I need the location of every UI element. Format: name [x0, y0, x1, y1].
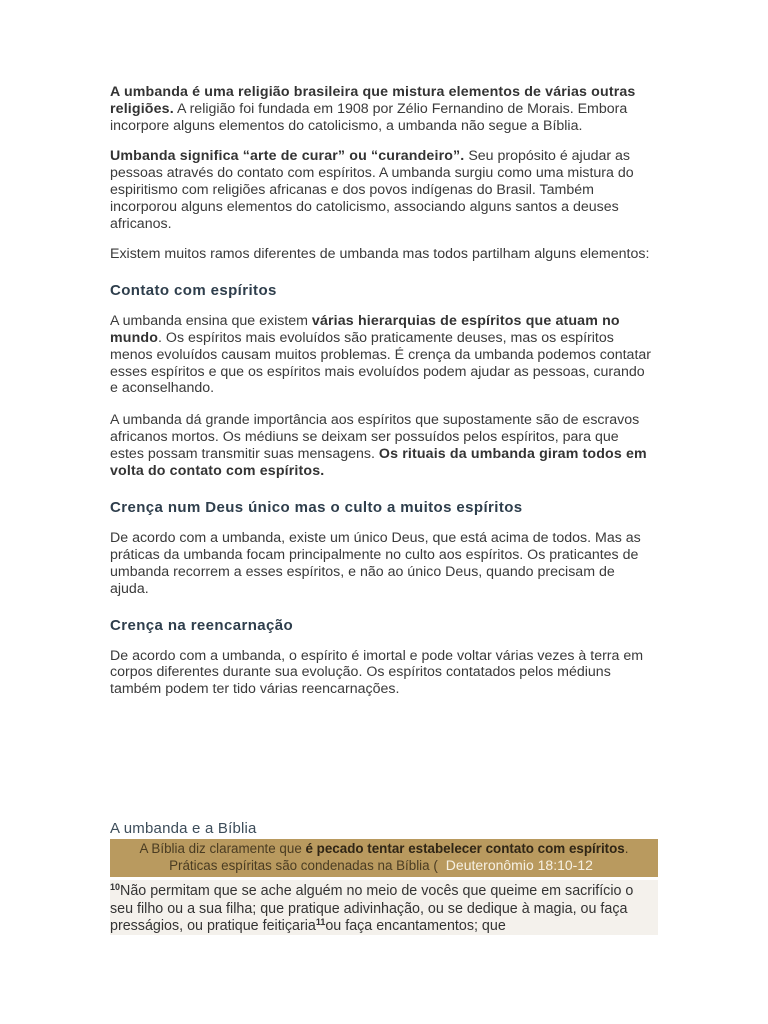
crenca-deus-paragraph: De acordo com a umbanda, existe um único Deus, que está acima de todos. Mas as práticas da umbanda focam principalmente no culto aos espíritos. Os praticantes de umbanda recorrem a esses espíritos, e não ao único Deus, quando precisam de ajuda.: [110, 530, 641, 597]
contato-paragraph-2: [110, 412, 655, 479]
intro-paragraph-2-text: Seu propósito é ajudar as pessoas através do contato com espíritos. A umbanda surgiu como uma mistura do espiritismo com religiões africanas e dos povos indígenas do Brasil. Também incorporou alguns elementos do catolicismo, associando alguns santos a deuses africanos.: [110, 148, 634, 232]
verse-11-text: ou faça encantamentos; que: [325, 918, 506, 935]
bible-callout-line-2-text: Práticas espíritas são condenadas na Bíblia (: [169, 858, 438, 873]
contato-paragraph-1: [110, 313, 655, 397]
section-heading-contato: Contato com espíritos: [110, 282, 277, 300]
intro-paragraph-1-bold: A umbanda é uma religião brasileira que mistura elementos de várias outras religiões.: [110, 84, 636, 117]
bible-verse-box: [110, 880, 658, 935]
intro-paragraph-3: Existem muitos ramos diferentes de umbanda mas todos partilham alguns elementos:: [110, 246, 650, 263]
article-body: [110, 84, 655, 698]
contato-paragraph-1-text-a: A umbanda ensina que existem: [110, 313, 312, 330]
bible-callout-text-b: .: [624, 841, 629, 856]
reencarnacao-paragraph: De acordo com a umbanda, o espírito é imortal e pode voltar várias vezes à terra em corpos diferentes durante sua evolução. Os espíritos contatados pelos médiuns também podem ter tido várias reencarnações.: [110, 647, 644, 698]
contato-paragraph-1-bold: várias hierarquias de espíritos que atuam no mundo: [110, 313, 620, 346]
bible-callout-box: [110, 839, 658, 877]
verse-number-10: 10: [110, 882, 121, 892]
bible-callout-text-a: A Bíblia diz claramente que: [139, 841, 306, 856]
verse-number-11: 11: [315, 917, 326, 928]
section-title-biblia: A umbanda e a Bíblia: [110, 820, 257, 837]
section-heading-crenca-deus: Crença num Deus único mas o culto a muitos espíritos: [110, 499, 523, 517]
intro-paragraph-2-bold: Umbanda significa “arte de curar” ou “curandeiro”.: [110, 148, 465, 165]
contato-paragraph-1-text-b: . Os espíritos mais evoluídos são praticamente deuses, mas os espíritos menos evoluídos causam muitos problemas. É crença da umbanda podemos contatar esses espíritos e que os espíritos mais evoluídos podem ajudar as pessoas, curando e aconselhando.: [110, 329, 651, 397]
intro-paragraph-1: [110, 84, 655, 134]
section-heading-reencarnacao: Crença na reencarnação: [110, 616, 294, 634]
bible-reference-link[interactable]: Deuteronômio 18:10-12: [440, 857, 599, 874]
verse-10-text: Não permitam que se ache alguém no meio de vocês que queime em sacrifício o seu filho ou a sua filha; que pratique adivinhação, ou se dedique à magia, ou faça presságios, ou pratique feitiçaria: [110, 883, 634, 935]
contato-paragraph-2-text: A umbanda dá grande importância aos espíritos que supostamente são de escravos africanos mortos. Os médiuns se deixam ser possuídos pelos espíritos, para que estes possam transmitir suas mensagens.: [110, 412, 640, 462]
intro-paragraph-2: [110, 148, 655, 232]
intro-paragraph-1-text: A religião foi fundada em 1908 por Zélio Fernandino de Morais. Embora incorpore alguns elementos do catolicismo, a umbanda não segue a Bíblia.: [110, 100, 628, 134]
bible-callout-line-1: [110, 840, 658, 857]
contato-paragraph-2-bold: Os rituais da umbanda giram todos em volta do contato com espíritos.: [110, 445, 647, 479]
bible-callout-line-2: [110, 857, 658, 874]
bible-callout-bold: é pecado tentar estabelecer contato com espíritos: [305, 841, 625, 856]
bible-verse-text: [110, 880, 658, 935]
